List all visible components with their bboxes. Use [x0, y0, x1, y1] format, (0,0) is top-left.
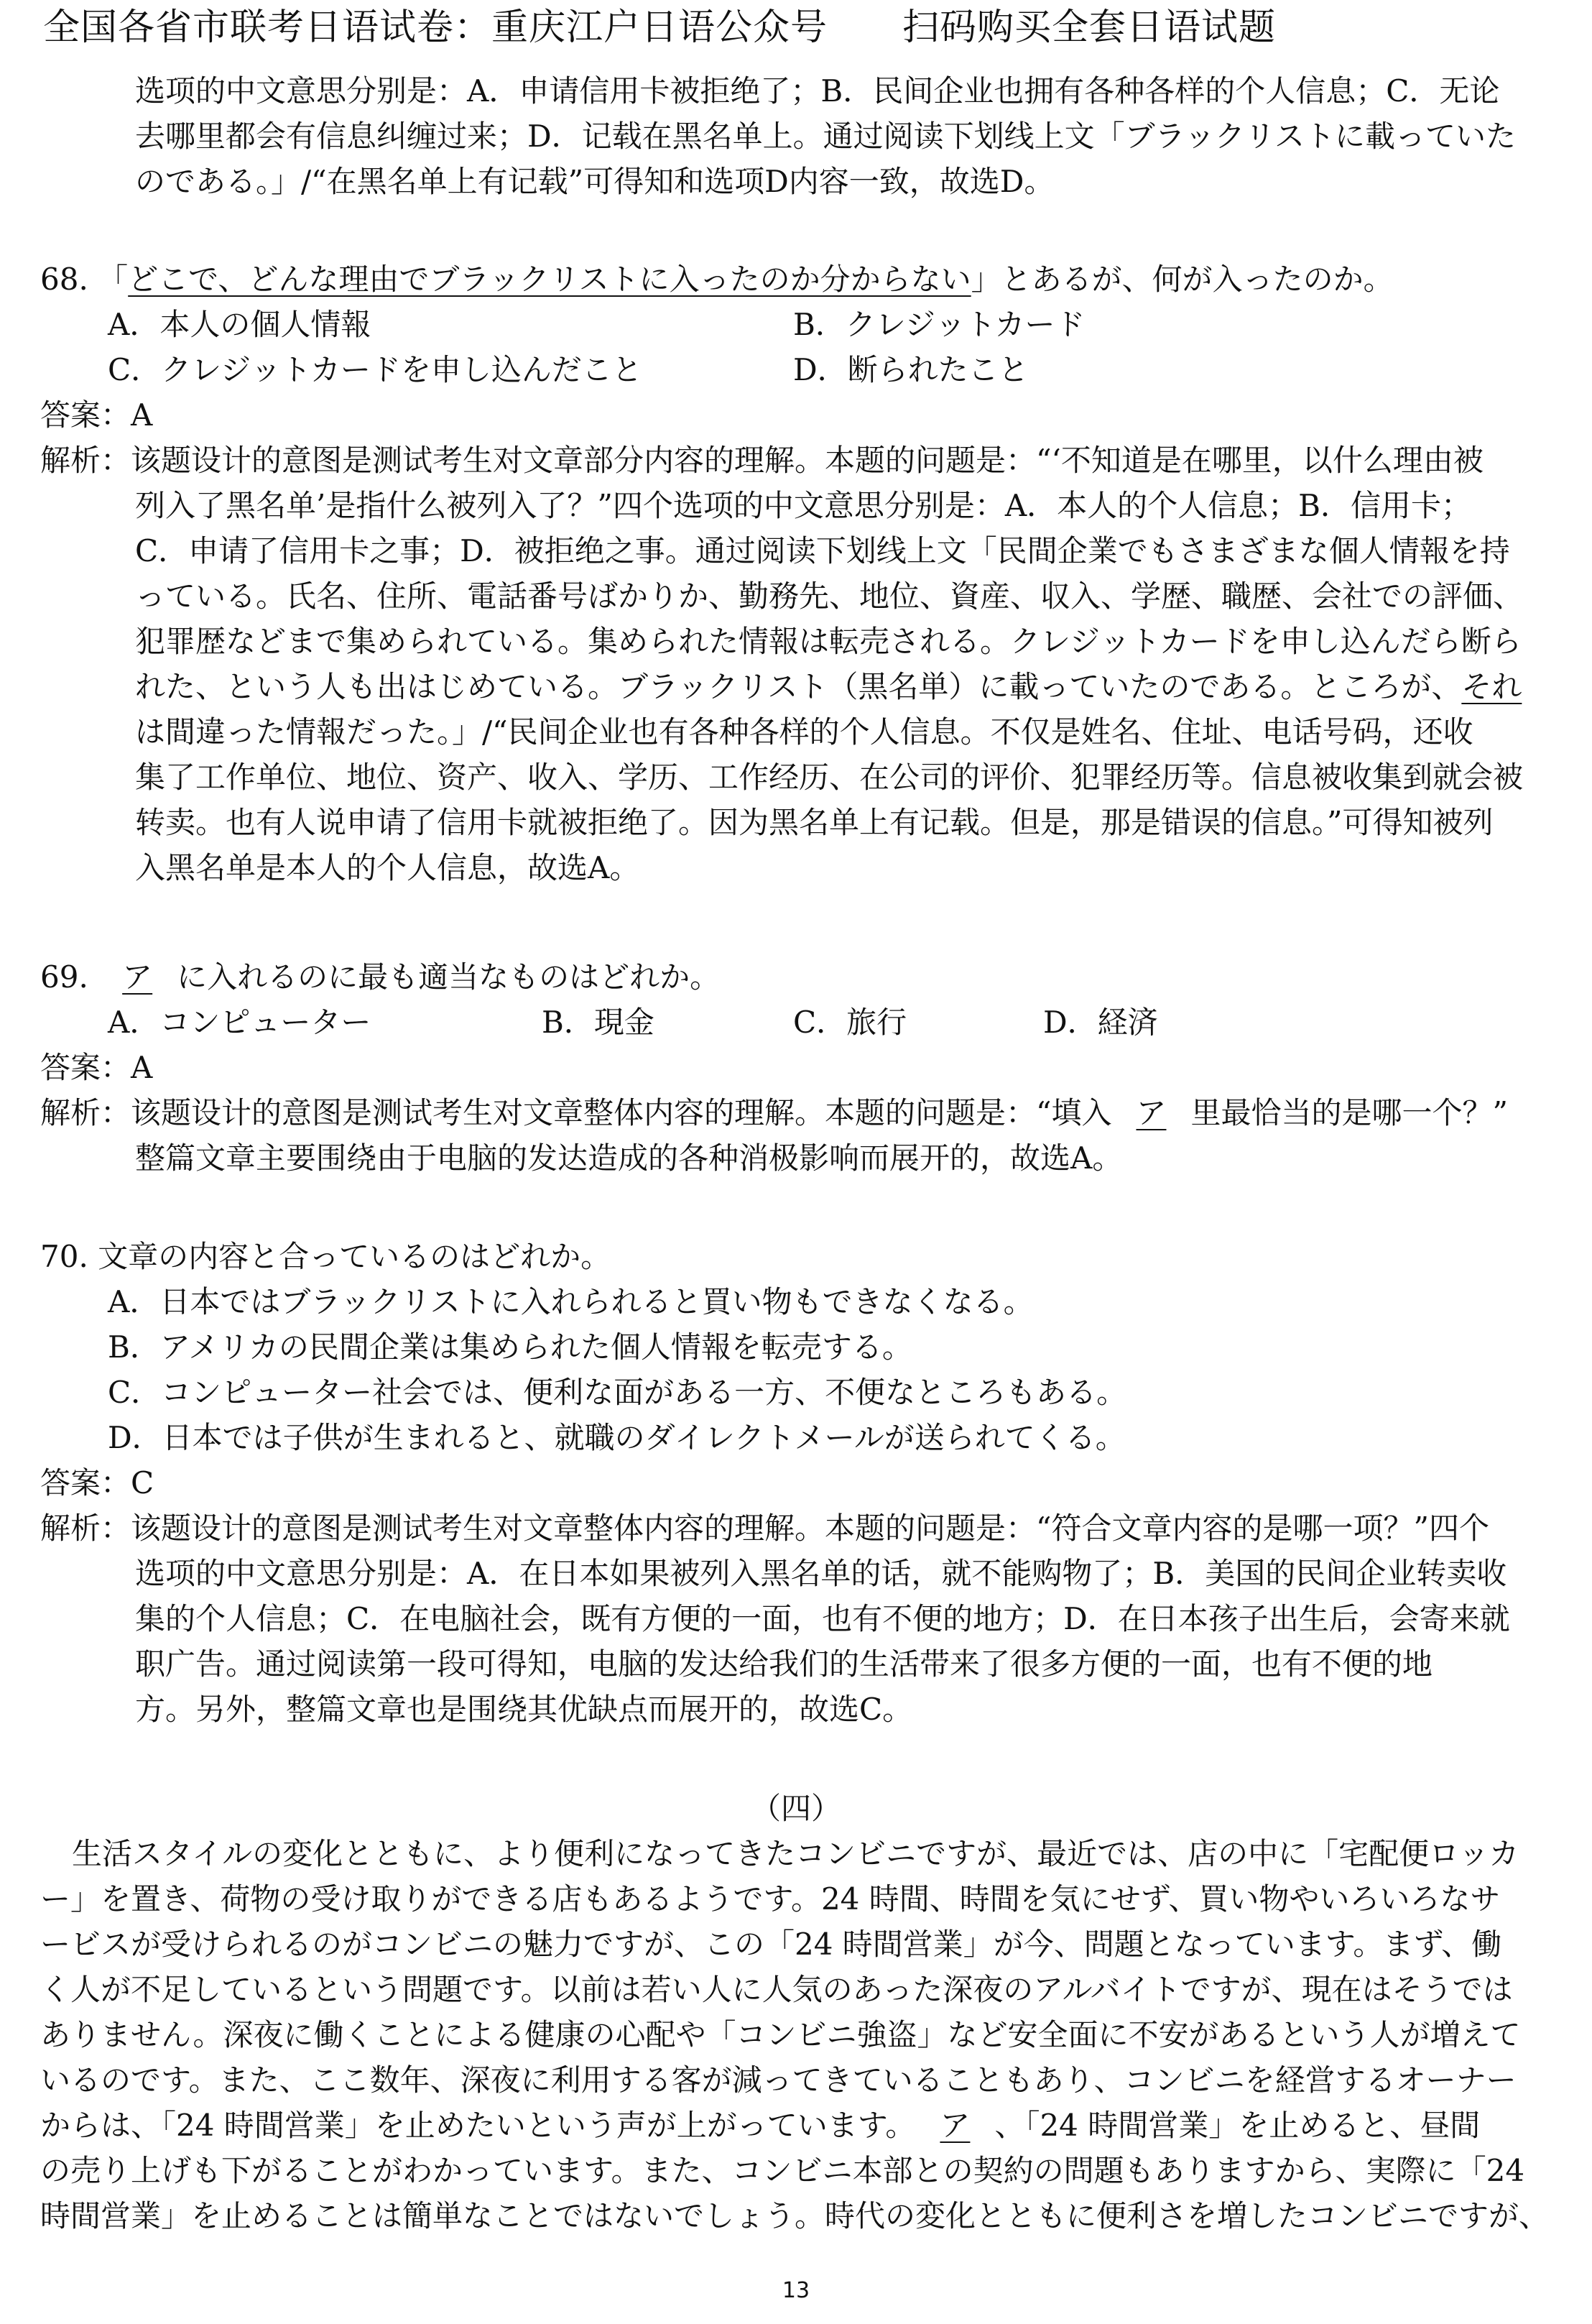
answer: 答案：A — [40, 397, 153, 433]
passage-text: 、「24 時間営業」を止めると、昼間 — [994, 2108, 1481, 2143]
underlined-word: それ — [1461, 669, 1522, 704]
page-header: 全国各省市联考日语试卷：重庆江户日语公众号 扫码购买全套日语试题 — [43, 6, 1277, 49]
question-text: 」とあるが、何が入ったのか。 — [971, 262, 1394, 297]
question-68-stem — [40, 257, 1394, 302]
blank-a: ア — [940, 2108, 971, 2143]
explanation-text: 解析：该题设计的意图是测试考生对文章整体内容的理解。本题的问题是：“填入 — [40, 1095, 1112, 1130]
explanation-line: 选项的中文意思分别是：A．在日本如果被列入黑名单的话，就不能购物了；B．美国的民间企业转卖收 — [135, 1556, 1507, 1591]
option-d: D．日本では子供が生まれると、就職のダイレクトメールが送られてくる。 — [108, 1420, 1126, 1455]
blank-a: ア — [122, 959, 153, 995]
explanation-line: 选项的中文意思分别是：A．申请信用卡被拒绝了；B．民间企业也拥有各种各样的个人信息；C．无论 — [135, 73, 1500, 109]
explanation-line: のである。」/“在黑名单上有记载”可得知和选项D内容一致，故选D。 — [135, 164, 1055, 199]
option-c: C．クレジットカードを申し込んだこと — [108, 352, 642, 387]
passage-line: ー」を置き、荷物の受け取りができる店もあるようです。24 時間、時間を気にせず、買い物やいろいろなサ — [40, 1881, 1501, 1917]
passage-line: ありません。深夜に働くことによる健康の心配や「コンビニ強盗」など安全面に不安があるという人が増えて — [40, 2017, 1521, 2052]
option-a: A．本人の個人情報 — [108, 307, 371, 342]
explanation-line: 解析：该题设计的意图是测试考生对文章部分内容的理解。本题的问题是：“‘不知道是在哪里，以什么理由被 — [40, 443, 1484, 478]
page-number: 13 — [782, 2278, 810, 2303]
quote-open: 「 — [98, 262, 129, 297]
passage-line: いるのです。また、ここ数年、深夜に利用する客が減ってきていることもあり、コンビニを経営するオーナー — [40, 2062, 1517, 2098]
explanation-line — [40, 1091, 1508, 1135]
question-69-stem — [40, 955, 720, 1000]
explanation-line: 入黑名单是本人的个人信息，故选A。 — [135, 850, 640, 885]
option-d: D．経済 — [1043, 1005, 1158, 1040]
explanation-text: 里最恰当的是哪一个？” — [1190, 1095, 1508, 1130]
explanation-line: 列入了黑名单’是指什么被列入了？”四个选项的中文意思分别是：A．本人的个人信息；B．信用卡； — [135, 488, 1472, 523]
explanation-line: 方。另外，整篇文章也是围绕其优缺点而展开的，故选C。 — [135, 1692, 913, 1727]
explanation-line — [135, 665, 1522, 709]
explanation-line: 犯罪歴などまで集められている。集められた情報は転売される。クレジットカードを申し込んだら断ら — [135, 624, 1522, 659]
passage-line: 生活スタイルの変化とともに、より便利になってきたコンビニですが、最近では、店の中に「宅配便ロッカ — [72, 1836, 1519, 1871]
question-number: 69. — [40, 959, 88, 995]
explanation-line: 转卖。也有人说申请了信用卡就被拒绝了。因为黑名单上有记载。但是，那是错误的信息。”可得知被列 — [135, 805, 1494, 840]
question-number: 70. — [40, 1239, 88, 1274]
passage-line — [40, 2103, 1480, 2148]
answer: 答案：C — [40, 1465, 154, 1500]
question-number: 68. — [40, 262, 88, 297]
explanation-line: 集的个人信息；C．在电脑社会，既有方便的一面，也有不便的地方；D．在日本孩子出生后，会寄来就 — [135, 1601, 1510, 1636]
passage-line: の売り上げも下がることがわかっています。また、コンビニ本部との契約の問題もありますから、実際に「24 — [40, 2153, 1525, 2188]
question-70-stem — [40, 1235, 611, 1279]
option-c: C．コンピューター社会では、便利な面がある一方、不便なところもある。 — [108, 1375, 1127, 1410]
underlined-phrase: どこで、どんな理由でブラックリストに入ったのか分からない — [128, 262, 971, 297]
explanation-line: C．申请了信用卡之事；D．被拒绝之事。通过阅读下划线上文「民間企業でもさまざまな個人情報を持 — [135, 533, 1510, 568]
explanation-line: 去哪里都会有信息纠缠过来；D．记载在黑名单上。通过阅读下划线上文「ブラックリストに載っていた — [135, 119, 1516, 154]
blank-a: ア — [1136, 1095, 1167, 1130]
option-b: B．現金 — [542, 1005, 654, 1040]
passage-line: ービスが受けられるのがコンビニの魅力ですが、この「24 時間営業」が今、問題となっています。まず、働 — [40, 1927, 1502, 1962]
question-text: 文章の内容と合っているのはどれか。 — [98, 1239, 611, 1274]
passage-text: からは、「24 時間営業」を止めたいという声が上がっています。 — [40, 2108, 916, 2143]
passage-line: 時間営業」を止めることは簡単なことではないでしょう。時代の変化とともに便利さを増したコンビニですが、 — [40, 2198, 1550, 2233]
option-a: A．コンピューター — [108, 1005, 371, 1040]
explanation-line: は間違った情報だった。」/“民间企业也有各种各样的个人信息。不仅是姓名、住址、电话号码，还收 — [135, 714, 1473, 750]
option-b: B．アメリカの民間企業は集められた個人情報を転売する。 — [108, 1329, 912, 1365]
option-d: D．断られたこと — [793, 352, 1029, 387]
explanation-text: れた、という人も出はじめている。ブラックリスト（黒名単）に載っていたのである。ところが、 — [135, 669, 1462, 704]
answer: 答案：A — [40, 1050, 153, 1085]
explanation-line: 集了工作单位、地位、资产、收入、学历、工作经历、在公司的评价、犯罪经历等。信息被收集到就会被 — [135, 760, 1524, 795]
explanation-line: っている。氏名、住所、電話番号ばかりか、勤務先、地位、資産、収入、学歴、職歴、会社での評価、 — [135, 578, 1524, 614]
option-b: B．クレジットカード — [793, 307, 1086, 342]
section-heading: （四） — [750, 1791, 841, 1826]
explanation-line: 职广告。通过阅读第一段可得知，电脑的发达给我们的生活带来了很多方便的一面，也有不便的地 — [135, 1646, 1433, 1682]
passage-line: く人が不足しているという問題です。以前は若い人に人気のあった深夜のアルバイトですが、現在はそうでは — [40, 1972, 1513, 2007]
explanation-line: 解析：该题设计的意图是测试考生对文章整体内容的理解。本题的问题是：“符合文章内容的是哪一项？”四个 — [40, 1511, 1489, 1546]
option-a: A．日本ではブラックリストに入れられると買い物もできなくなる。 — [108, 1284, 1034, 1319]
question-text: に入れるのに最も適当なものはどれか。 — [177, 959, 721, 995]
explanation-line: 整篇文章主要围绕由于电脑的发达造成的各种消极影响而展开的，故选A。 — [135, 1140, 1123, 1176]
option-c: C．旅行 — [793, 1005, 907, 1040]
